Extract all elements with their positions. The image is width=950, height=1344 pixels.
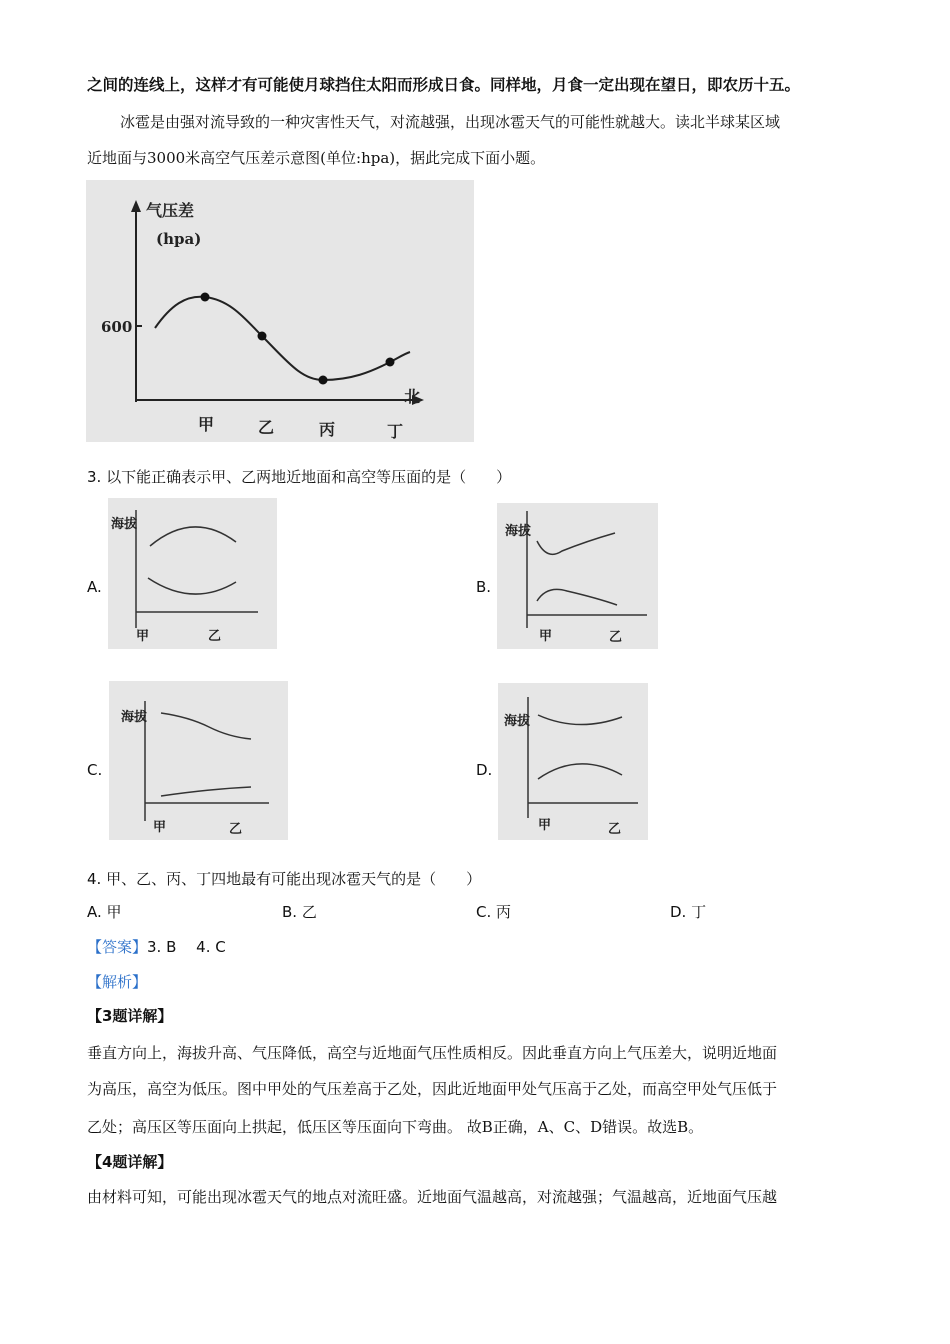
stem-line-2: 近地面与3000米高空气压差示意图(单位:hpa)，据此完成下面小题。 <box>87 149 546 167</box>
svg-text:海拔: 海拔 <box>505 524 532 539</box>
q3-detail-line-1: 垂直方向上，海拔升高、气压降低，高空与近地面气压性质相反。因此垂直方向上气压差大，说明近地面 <box>87 1044 778 1062</box>
q4-option-a[interactable]: A. 甲 <box>87 903 122 921</box>
q4-option-b[interactable]: B. 乙 <box>282 903 317 921</box>
intro-line: 之间的连线上，这样才有可能使月球挡住太阳而形成日食。同样地，月食一定出现在望日，即农历十五。 <box>87 76 801 94</box>
point-ding <box>386 358 395 367</box>
svg-text:乙: 乙 <box>609 630 623 645</box>
svg-text:海拔: 海拔 <box>504 714 531 729</box>
place-ding: 丁 <box>387 422 404 441</box>
answer-value: 3. B 4. C <box>147 938 226 956</box>
q4-option-d[interactable]: D. 丁 <box>670 903 707 921</box>
q3-option-d-label[interactable]: D. <box>476 761 493 779</box>
pressure-difference-figure <box>86 180 474 442</box>
y-arrow <box>131 200 141 212</box>
place-bing: 丙 <box>319 420 336 439</box>
q3-option-c-label[interactable]: C. <box>87 761 103 779</box>
point-yi <box>258 332 267 341</box>
yunit: (hpa) <box>156 230 202 248</box>
q3-detail-line-2: 为高压，高空为低压。图中甲处的气压差高于乙处，因此近地面甲处气压高于乙处，而高空甲处气压低于 <box>87 1080 778 1098</box>
svg-text:甲: 甲 <box>136 629 150 644</box>
q3-option-a-label[interactable]: A. <box>87 578 102 596</box>
place-jia: 甲 <box>198 415 215 434</box>
svg-text:乙: 乙 <box>208 629 222 644</box>
q3-option-c-image[interactable] <box>109 681 288 840</box>
q3-option-a-image[interactable] <box>108 498 277 649</box>
analysis-label: 【解析】 <box>87 973 148 991</box>
svg-text:乙: 乙 <box>608 822 622 837</box>
q3-option-b-image[interactable] <box>497 503 658 649</box>
svg-text:乙: 乙 <box>229 822 243 837</box>
q4-detail-label: 【4题详解】 <box>87 1153 173 1171</box>
q4-detail-line-1: 由材料可知，可能出现冰雹天气的地点对流旺盛。近地面气温越高，对流越强；气温越高，近地面气压越 <box>87 1188 778 1206</box>
ylabel: 气压差 <box>146 201 195 220</box>
q3-option-b-label[interactable]: B. <box>476 578 492 596</box>
point-bing <box>319 376 328 385</box>
place-yi: 乙 <box>258 418 275 437</box>
q3-text: 3. 以下能正确表示甲、乙两地近地面和高空等压面的是（ ） <box>87 468 512 486</box>
ytick-600: 600 <box>101 318 133 336</box>
answer-line <box>87 937 226 957</box>
q4-option-c[interactable]: C. 丙 <box>476 903 512 921</box>
svg-text:甲: 甲 <box>539 629 553 644</box>
stem-line-1: 冰雹是由强对流导致的一种灾害性天气，对流越强，出现冰雹天气的可能性就越大。读北半球某区域 <box>120 113 781 131</box>
q3-detail-line-3: 乙处；高压区等压面向上拱起，低压区等压面向下弯曲。 故B正确，A、C、D错误。故选B。 <box>87 1118 704 1136</box>
pressure-curve <box>155 297 410 380</box>
q3-option-d-image[interactable] <box>498 683 648 840</box>
svg-text:甲: 甲 <box>538 818 552 833</box>
svg-text:海拔: 海拔 <box>111 517 138 532</box>
answer-label: 【答案】 <box>87 938 148 956</box>
north-label: 北 <box>404 387 421 406</box>
svg-text:甲: 甲 <box>153 820 167 835</box>
svg-text:海拔: 海拔 <box>121 710 148 725</box>
point-jia <box>201 293 210 302</box>
q3-detail-label: 【3题详解】 <box>87 1007 173 1025</box>
q4-text: 4. 甲、乙、丙、丁四地最有可能出现冰雹天气的是（ ） <box>87 870 482 888</box>
